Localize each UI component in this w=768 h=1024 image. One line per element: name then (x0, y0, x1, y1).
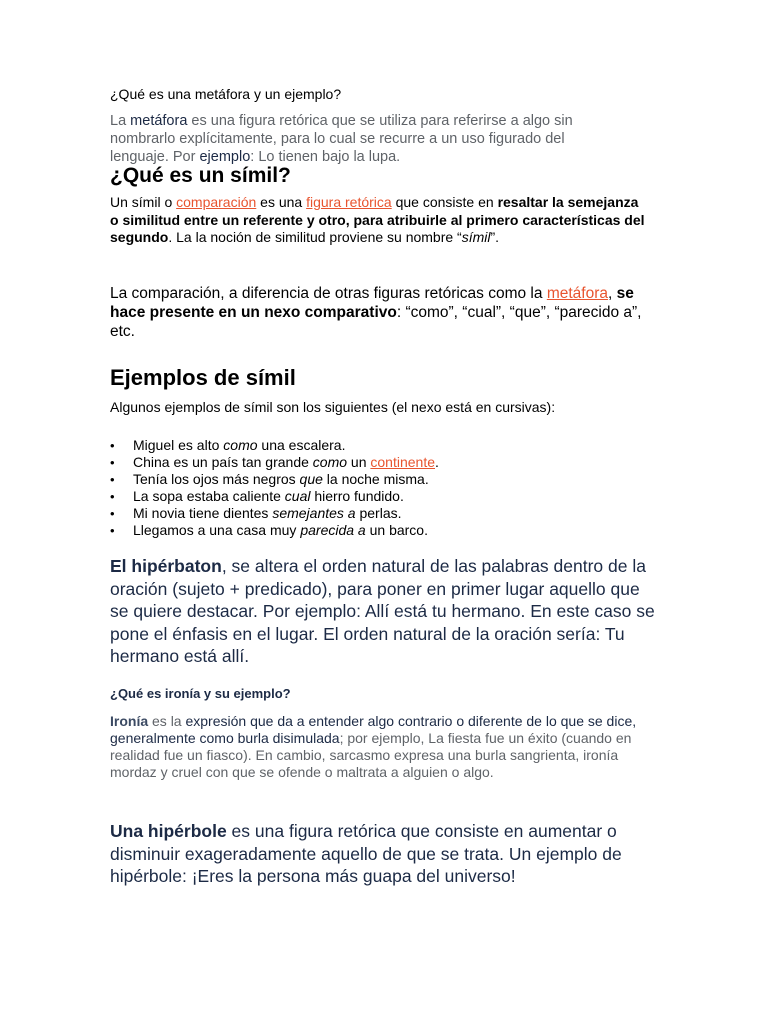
text-comp-b: , (607, 285, 617, 302)
link-metafora[interactable]: metáfora (546, 285, 608, 302)
list-item: • Miguel es alto como una escalera. (110, 437, 670, 454)
term-hiperbole: Una hipérbole (110, 821, 227, 841)
list-item: • La sopa estaba caliente cual hierro fundido. (110, 488, 670, 505)
text-ironia-a: es la (148, 713, 186, 729)
list-item: • Tenía los ojos más negros que la noche misma. (110, 471, 670, 488)
term-ejemplo: ejemplo (199, 149, 251, 165)
paragraph-hiperbaton (110, 555, 655, 668)
text-metafora-def: es una figura retórica que se utiliza para referirse a algo sin nombrarlo explícitamente, para lo cual se recurre a un uso figurado del lenguaje. Por (110, 113, 573, 165)
text-simil-d: . La la noción de similitud proviene su nombre “ (168, 229, 462, 245)
ejemplos-list (110, 437, 670, 539)
text-ironia-def: expresión que da a entender algo contrario o diferente de lo que se dice, generalmente como burla disimulada (110, 713, 637, 746)
question-metafora: ¿Qué es una metáfora y un ejemplo? (110, 86, 342, 102)
text-hiperbole: es una figura retórica que consiste en aumentar o disminuir exageradamente aquello de que se trata. Un ejemplo de hipérbole: ¡Eres la persona más guapa del universo! (110, 821, 622, 886)
paragraph-hiperbole (110, 820, 658, 888)
heading-ejemplos-simil: Ejemplos de símil (110, 365, 296, 390)
list-item: • China es un país tan grande como un continente. (110, 454, 670, 471)
paragraph-comparacion (110, 284, 658, 341)
paragraph-metafora (110, 112, 610, 166)
text-simil-em: símil (461, 229, 491, 245)
paragraph-simil-definition (110, 194, 650, 247)
text-metafora-example: : Lo tienen bajo la lupa. (250, 149, 401, 165)
heading-simil: ¿Qué es un símil? (110, 164, 291, 187)
text-comp-c: : “como”, “cual”, “que”, “parecido a”, etc. (110, 304, 642, 340)
text-hiperbaton: , se altera el orden natural de las palabras dentro de la oración (sujeto + predicado), para poner en primer lugar aquello que se quiere destacar. Por ejemplo: Allí está tu hermano. En este caso se pone el énfasis en el lugar. El orden natural de la oración sería: Tu hermano está allí. (110, 556, 655, 666)
text-simil-bold: resaltar la semejanza o similitud entre un referente y otro, para atribuirle al primero características del segundo (110, 194, 645, 245)
term-ironia: Ironía (110, 713, 149, 729)
text-la: La (110, 113, 131, 129)
ejemplos-intro: Algunos ejemplos de símil son los siguientes (el nexo está en cursivas): (110, 399, 556, 415)
link-continente[interactable]: continente (370, 454, 435, 470)
text-ironia-rest: ; por ejemplo, La fiesta fue un éxito (cuando en realidad fue un fiasco). En cambio, sarcasmo expresa una burla sangrienta, ironía mordaz y cruel con que se ofende o maltrata a alguien o algo. (110, 730, 632, 780)
text-comp-a: La comparación, a diferencia de otras figuras retóricas como la (110, 285, 547, 302)
list-item: • Llegamos a una casa muy parecida a un barco. (110, 522, 670, 539)
text-simil-a: Un símil o (110, 194, 177, 210)
text-simil-c: que consiste en (391, 194, 498, 210)
link-comparacion[interactable]: comparación (176, 194, 257, 210)
list-item: • Mi novia tiene dientes semejantes a perlas. (110, 505, 670, 522)
link-figura-retorica[interactable]: figura retórica (306, 194, 392, 210)
term-metafora: metáfora (130, 113, 188, 129)
text-comp-bold: se hace presente en un nexo comparativo (110, 285, 634, 321)
text-simil-e: ”. (490, 229, 500, 245)
paragraph-ironia (110, 713, 662, 781)
heading-ironia: ¿Qué es ironía y su ejemplo? (110, 686, 291, 701)
term-hiperbaton: El hipérbaton (110, 556, 222, 576)
text-simil-b: es una (256, 194, 307, 210)
